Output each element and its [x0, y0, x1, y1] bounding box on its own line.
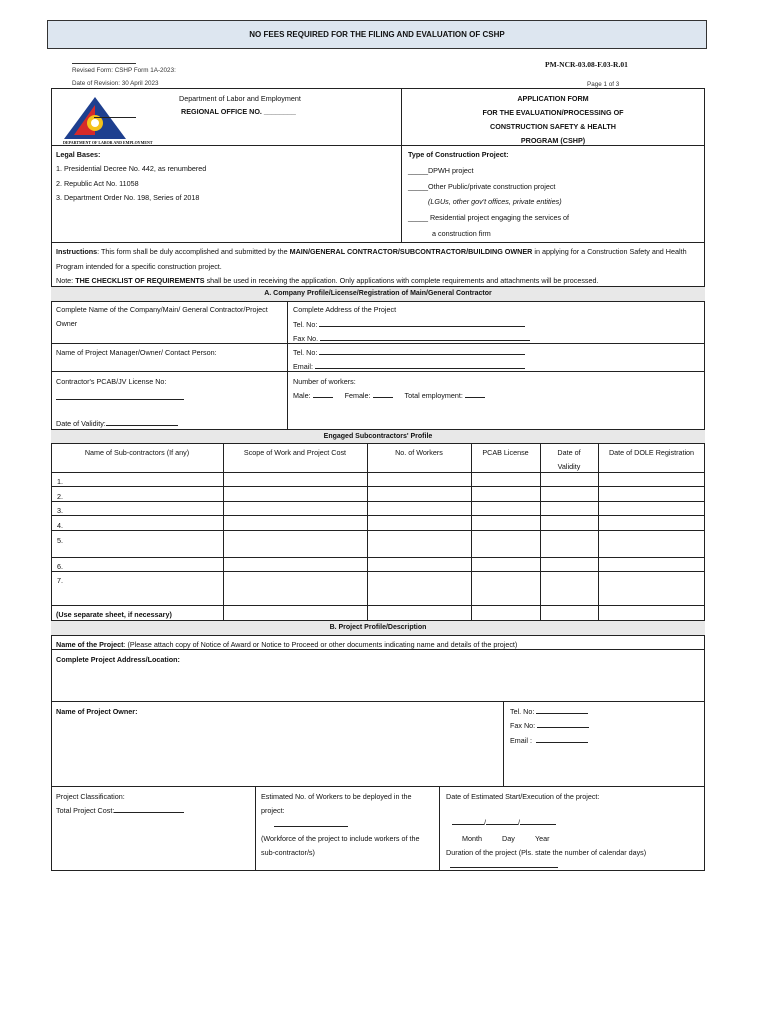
- sub-header-name: Name of Sub-contractors (If any): [84, 448, 190, 457]
- sub-row-line: [51, 515, 705, 516]
- logo-underline: [94, 117, 136, 118]
- no-fees-banner: [47, 20, 707, 49]
- sub-row-line: [51, 501, 705, 502]
- note-bold: THE CHECKLIST OF REQUIREMENTS: [75, 276, 205, 285]
- sub-row-line: [51, 486, 705, 487]
- total-label: Total employment:: [404, 391, 465, 400]
- owner-tel-label: Tel. No:: [510, 707, 535, 716]
- form-title-3: CONSTRUCTION SAFETY & HEALTH: [490, 122, 616, 131]
- sub-row-2[interactable]: 2.: [57, 492, 63, 501]
- legal-item-3: 3. Department Order No. 198, Series of 2018: [56, 193, 200, 202]
- validity-field[interactable]: [56, 419, 178, 428]
- instructions-top-line: [51, 242, 705, 243]
- owner-fax-label: Fax No:: [510, 721, 536, 730]
- note-text: shall be used in receiving the application. Only applications with complete requirements and attachments will be processed.: [204, 276, 599, 285]
- classification-label[interactable]: Project Classification:: [56, 792, 125, 801]
- project-name-line: [56, 640, 517, 649]
- bottom-divider-2: [439, 786, 440, 871]
- legal-item-2: 2. Republic Act No. 11058: [56, 179, 139, 188]
- separate-sheet-note: (Use separate sheet, if necessary): [56, 610, 172, 619]
- sub-row-line: [51, 605, 705, 606]
- company-fax-field[interactable]: [293, 334, 530, 343]
- type-residential-cont: a construction firm: [432, 229, 491, 238]
- manager-email-field[interactable]: [293, 362, 525, 371]
- est-date-label: Date of Estimated Start/Execution of the project:: [446, 792, 600, 801]
- workers-fields[interactable]: [293, 391, 485, 400]
- banner-text: NO FEES REQUIRED FOR THE FILING AND EVALUATION OF CSHP: [249, 30, 505, 39]
- subcontractors-title: Engaged Subcontractors' Profile: [51, 429, 705, 444]
- sub-header-validity: Validity: [557, 462, 581, 471]
- company-fax-label: Fax No.: [293, 334, 321, 343]
- row-line-1: [51, 343, 705, 344]
- b-row-line-1: [51, 649, 705, 650]
- sub-row-3[interactable]: 3.: [57, 506, 63, 515]
- date-field[interactable]: / /: [452, 818, 556, 827]
- project-address-location[interactable]: Complete Project Address/Location:: [56, 655, 180, 664]
- page-number: Page 1 of 3: [587, 81, 620, 88]
- sub-header-dole: Date of DOLE Registration: [608, 448, 695, 457]
- legal-divider: [401, 145, 402, 242]
- dole-logo: [62, 95, 128, 145]
- sub-row-line: [51, 472, 705, 473]
- b-row-line-2: [51, 701, 705, 702]
- owner-fax-field[interactable]: [510, 721, 589, 730]
- instructions-line2: Program intended for a specific construction project.: [56, 262, 222, 271]
- manager-email-label: Email:: [293, 362, 315, 371]
- validity-label: Date of Validity:: [56, 419, 106, 428]
- cost-field[interactable]: [56, 806, 184, 815]
- form-title-4: PROGRAM (CSHP): [520, 136, 586, 145]
- owner-divider: [503, 701, 504, 786]
- sub-row-line: [51, 571, 705, 572]
- type-other[interactable]: _____Other Public/private construction project: [408, 182, 556, 191]
- project-owner-label[interactable]: Name of Project Owner:: [56, 707, 138, 716]
- est-workers-label-1: Estimated No. of Workers to be deployed in the: [261, 792, 412, 801]
- date-revision-label: Date of Revision: 30 April 2023: [72, 80, 159, 87]
- section-a-divider: [287, 302, 288, 429]
- owner-email-field[interactable]: [510, 736, 588, 745]
- license-label: Contractor's PCAB/JV License No:: [56, 377, 167, 386]
- dept-name: Department of Labor and Employment: [179, 94, 301, 103]
- sub-header-workers: No. of Workers: [395, 448, 443, 457]
- project-name-label: Name of the Project: [56, 640, 124, 649]
- sub-row-5[interactable]: 5.: [57, 536, 63, 545]
- type-other-note: (LGUs, other gov't offices, private entities): [428, 197, 562, 206]
- company-tel-label: Tel. No:: [293, 320, 320, 329]
- sub-col-3: [471, 444, 472, 620]
- license-field[interactable]: [56, 393, 184, 402]
- project-address-label: Complete Address of the Project: [293, 305, 397, 314]
- section-b-title: B. Project Profile/Description: [51, 620, 705, 636]
- type-residential[interactable]: _____ Residential project engaging the services of: [408, 213, 570, 222]
- project-name-text: : (Please attach copy of Notice of Award or Notice to Proceed or other documents indicating name and details of the project): [123, 640, 518, 649]
- logo-caption: DEPARTMENT OF LABOR AND EMPLOYMENT: [63, 140, 153, 145]
- est-workers-label-2: project:: [261, 806, 285, 815]
- owner-tel-field[interactable]: [510, 707, 588, 716]
- row-line-2: [51, 371, 705, 372]
- type-heading: Type of Construction Project:: [408, 150, 509, 159]
- sub-row-line: [51, 530, 705, 531]
- sub-col-1: [223, 444, 224, 620]
- duration-field[interactable]: [450, 861, 558, 870]
- duration-label: Duration of the project (Pls. state the number of calendar days): [446, 848, 647, 857]
- male-label: Male:: [293, 391, 313, 400]
- sub-header-pcab: PCAB License: [482, 448, 529, 457]
- section-a-title: A. Company Profile/License/Registration of Main/General Contractor: [51, 286, 705, 302]
- sub-header-date: Date of: [557, 448, 581, 457]
- workers-label: Number of workers:: [293, 377, 356, 386]
- day-label: Day: [502, 834, 515, 843]
- sub-row-1[interactable]: 1.: [57, 477, 63, 486]
- manager-tel-label: Tel. No:: [293, 348, 320, 357]
- revised-form-label: Revised Form: CSHP Form 1A-2023:: [72, 67, 176, 74]
- form-code: PM-NCR-03.08-F.03-R.01: [545, 60, 628, 69]
- legal-heading: Legal Bases:: [56, 150, 101, 159]
- instructions-bold: MAIN/GENERAL CONTRACTOR/SUBCONTRACTOR/BUILDING OWNER: [289, 247, 533, 256]
- instructions-label: Instructions: [56, 247, 98, 256]
- sub-col-2: [367, 444, 368, 620]
- workforce-note-2: sub-contractor/s): [261, 848, 315, 857]
- instructions-text1: : This form shall be duly accomplished and submitted by the: [97, 247, 290, 256]
- manager-tel-field[interactable]: [293, 348, 525, 357]
- note-label: Note:: [56, 276, 76, 285]
- est-workers-field[interactable]: [274, 820, 348, 829]
- bottom-divider-1: [255, 786, 256, 871]
- form-title-2: FOR THE EVALUATION/PROCESSING OF: [482, 108, 624, 117]
- sub-row-line: [51, 557, 705, 558]
- top-signature-line: [72, 63, 136, 64]
- sub-col-5: [598, 444, 599, 620]
- sub-header-scope: Scope of Work and Project Cost: [243, 448, 347, 457]
- company-name-label: Complete Name of the Company/Main/ General Contractor/Project: [56, 305, 268, 314]
- company-name-label-2: Owner: [56, 319, 78, 328]
- month-label: Month: [462, 834, 482, 843]
- sub-row-6[interactable]: 6.: [57, 562, 63, 571]
- year-label: Year: [535, 834, 550, 843]
- form-title-1: APPLICATION FORM: [517, 94, 589, 103]
- female-label: Female:: [344, 391, 373, 400]
- legal-item-1: 1. Presidential Decree No. 442, as renumbered: [56, 164, 207, 173]
- b-row-line-3: [51, 786, 705, 787]
- company-tel-field[interactable]: [293, 320, 525, 329]
- workforce-note-1: (Workforce of the project to include workers of the: [261, 834, 420, 843]
- regional-office: REGIONAL OFFICE NO. ________: [181, 107, 296, 116]
- instructions-line1: [56, 247, 687, 256]
- manager-label: Name of Project Manager/Owner/ Contact Person:: [56, 348, 217, 357]
- cost-label: Total Project Cost:: [56, 806, 115, 815]
- type-dpwh[interactable]: _____DPWH project: [408, 166, 474, 175]
- owner-email-label: Email :: [510, 736, 532, 745]
- sub-row-4[interactable]: 4.: [57, 521, 63, 530]
- note-line: [56, 276, 599, 285]
- sub-row-7[interactable]: 7.: [57, 576, 63, 585]
- form-frame: [51, 88, 705, 871]
- instructions-text2: in applying for a Construction Safety and Health: [532, 247, 687, 256]
- header-bottom-line: [51, 145, 705, 146]
